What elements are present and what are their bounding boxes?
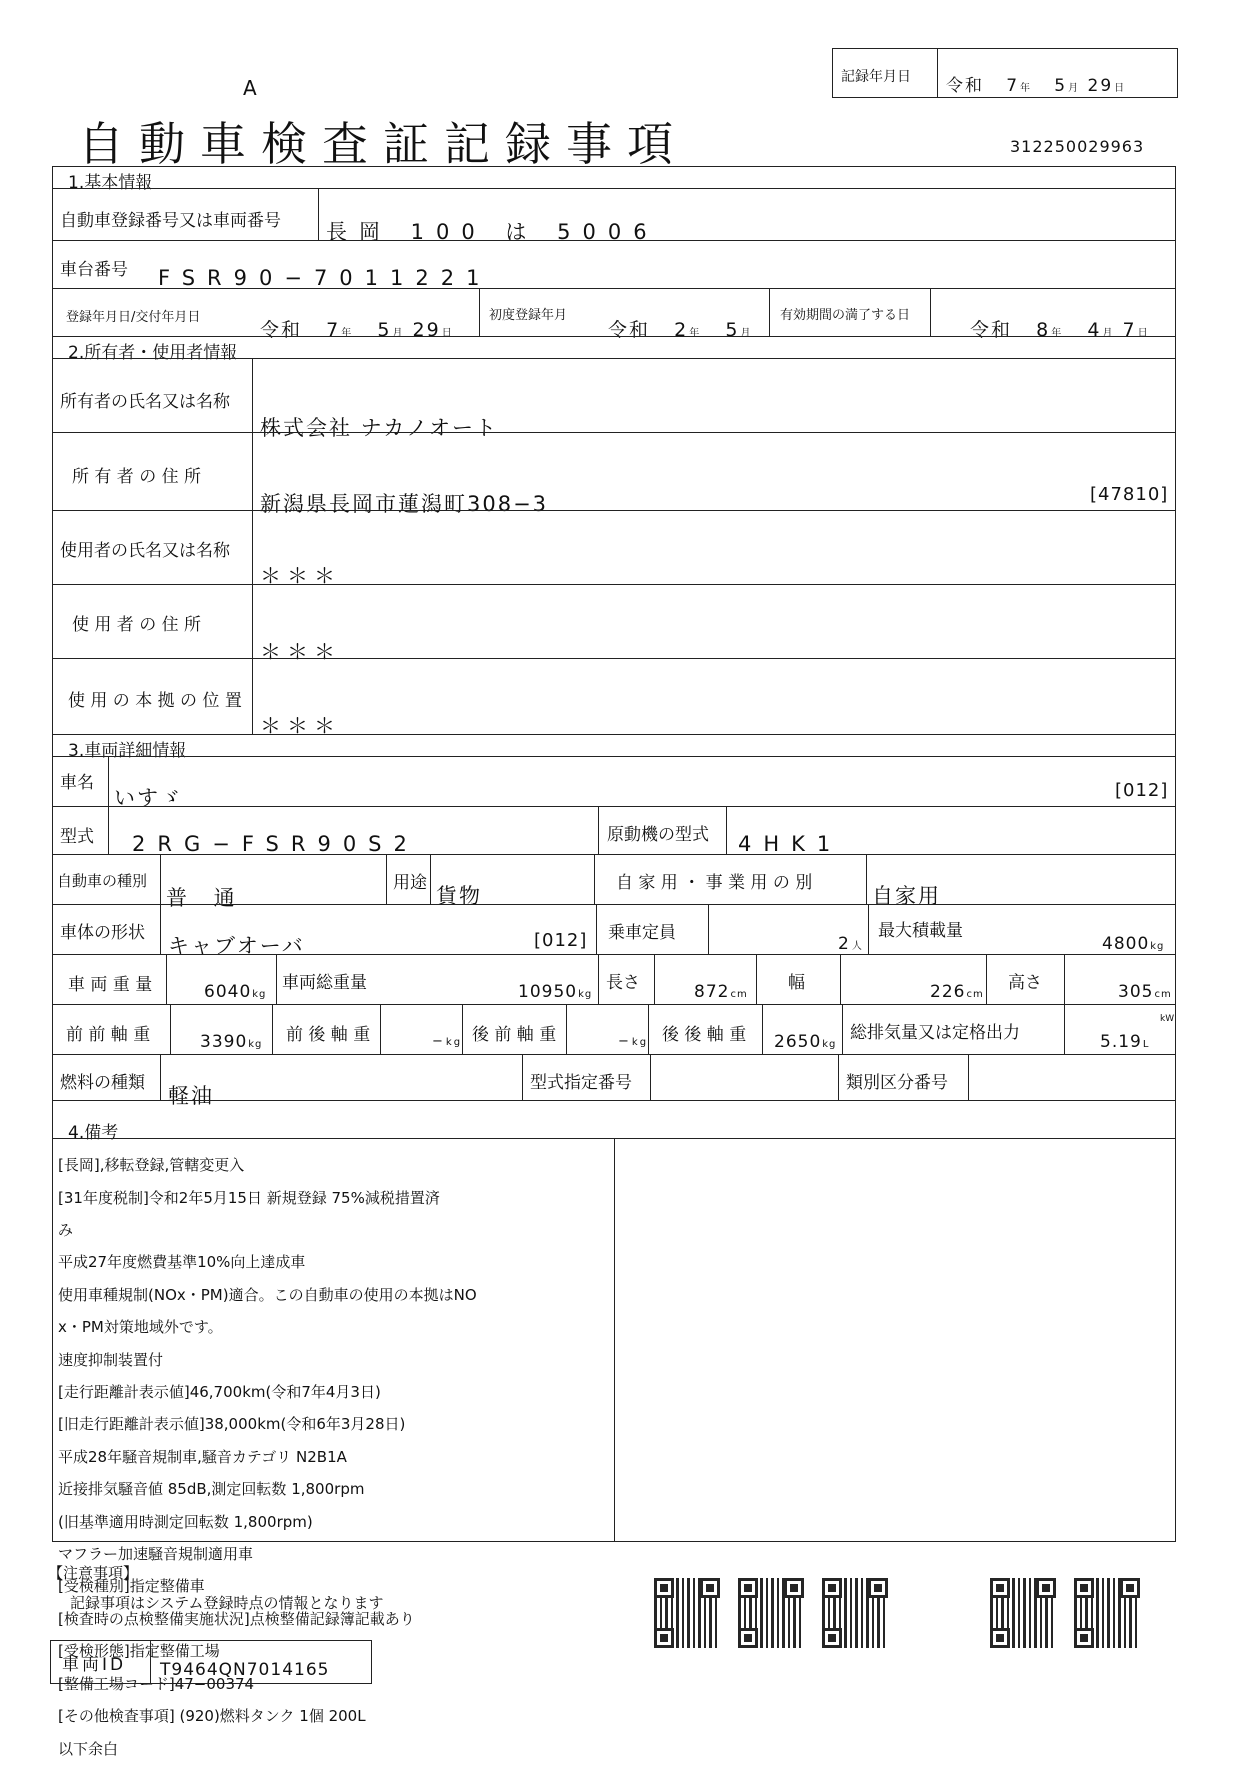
model-label: 型式 xyxy=(60,827,94,847)
body-shape-code: [012] xyxy=(534,930,588,951)
car-name: いすゞ xyxy=(114,786,183,810)
max-load-label: 最大積載量 xyxy=(878,921,963,941)
fuel-type: 軽油 xyxy=(168,1084,214,1108)
qr-code-1 xyxy=(654,1578,720,1648)
gross-weight: 10950kg xyxy=(518,982,593,1002)
owner-address-code: [47810] xyxy=(1090,484,1169,505)
user-address: ＊＊＊ xyxy=(260,640,341,664)
remark-line: マフラー加速騒音規制適用車 xyxy=(58,1545,254,1564)
remark-line: 平成28年騒音規制車,騒音カテゴリ N2B1A xyxy=(58,1447,347,1466)
body-shape: キャブオーバ xyxy=(168,934,305,958)
remark-line: 平成27年度燃費基準10%向上達成車 xyxy=(58,1253,306,1272)
car-name-label: 車名 xyxy=(60,773,94,793)
remark-line: 速度抑制装置付 xyxy=(58,1350,164,1369)
reg-date-label: 登録年月日/交付年月日 xyxy=(66,310,201,325)
owner-address-label: 所 有 者 の 住 所 xyxy=(72,467,202,487)
displacement: 5.19L xyxy=(1100,1032,1150,1052)
private-business: 自家用 xyxy=(872,884,941,908)
body-shape-label: 車体の形状 xyxy=(60,923,145,943)
user-address-label: 使 用 者 の 住 所 xyxy=(72,615,202,635)
section-remarks-title: 4.備考 xyxy=(68,1123,119,1143)
remark-line: [検査時の点検整備実施状況]点検整備記録簿記載あり xyxy=(58,1609,415,1628)
capacity: 2人 xyxy=(838,934,864,954)
remark-line: [その他検査事項] (920)燃料タンク 1個 200L xyxy=(58,1707,366,1726)
fuel-type-label: 燃料の種類 xyxy=(60,1073,145,1093)
model: 2RG−FSR90S2 xyxy=(132,832,419,856)
vehicle-id-label: 車両ID xyxy=(62,1655,127,1675)
corner-mark: A xyxy=(243,76,257,100)
class-number-label: 類別区分番号 xyxy=(846,1073,948,1093)
remark-line: み xyxy=(58,1221,74,1240)
engine-model: 4HK1 xyxy=(738,832,843,856)
expiry-date: 令和 8年 4月 7日 xyxy=(970,319,1150,341)
reg-number-label: 自動車登録番号又は車両番号 xyxy=(60,211,281,231)
remark-line: [31年度税制]令和2年5月15日 新規登録 75%減税措置済 xyxy=(58,1188,440,1207)
remark-line: (旧基準適用時測定回転数 1,800rpm) xyxy=(58,1512,313,1531)
expiry-label: 有効期間の満了する日 xyxy=(780,308,911,323)
owner-address: 新潟県長岡市蓮潟町308−3 xyxy=(260,492,549,516)
remark-line: [整備工場コード]47−00374 xyxy=(58,1674,255,1693)
record-date-label: 記録年月日 xyxy=(841,69,911,85)
engine-label: 原動機の型式 xyxy=(607,825,709,845)
first-reg-date: 令和 2年 5月 xyxy=(608,319,753,341)
displacement-label: 総排気量又は定格出力 xyxy=(850,1023,1020,1043)
remark-line: 近接排気騒音値 85dB,測定回転数 1,800rpm xyxy=(58,1480,365,1499)
fr-axle-label: 前 後 軸 重 xyxy=(286,1025,371,1045)
reg-date: 令和 7年 5月 29日 xyxy=(260,319,454,341)
qr-code-2 xyxy=(738,1578,804,1648)
remark-line: [走行距離計表示値]46,700km(令和7年4月3日) xyxy=(58,1383,381,1402)
ff-axle-label: 前 前 軸 重 xyxy=(66,1025,151,1045)
first-reg-label: 初度登録年月 xyxy=(489,308,568,323)
base-location: ＊＊＊ xyxy=(260,714,341,738)
qr-code-3 xyxy=(822,1578,888,1648)
displacement-kw-unit: kW xyxy=(1160,1014,1175,1024)
remark-line: 以下余白 xyxy=(58,1739,119,1758)
base-location-label: 使 用 の 本 拠 の 位 置 xyxy=(68,691,242,711)
user-name: ＊＊＊ xyxy=(260,564,341,588)
rf-axle-label: 後 前 軸 重 xyxy=(472,1025,557,1045)
section-owner-title: 2.所有者・使用者情報 xyxy=(68,343,238,363)
owner-name-label: 所有者の氏名又は名称 xyxy=(60,392,230,412)
notes-title: 【注意事項】 xyxy=(48,1564,139,1582)
qr-code-5 xyxy=(1074,1578,1140,1648)
gross-weight-label: 車両総重量 xyxy=(282,973,367,993)
reg-number: 長岡 100 は 5006 xyxy=(326,220,659,244)
rr-axle-label: 後 後 軸 重 xyxy=(662,1025,747,1045)
remark-line: x・PM対策地域外です。 xyxy=(58,1318,223,1337)
fr-axle-weight: −kg xyxy=(432,1034,463,1049)
height: 305cm xyxy=(1118,982,1172,1002)
notes-text: 記録事項はシステム登録時点の情報となります xyxy=(70,1594,384,1612)
vehicle-weight: 6040kg xyxy=(204,982,267,1002)
max-load: 4800kg xyxy=(1102,934,1165,954)
length-label: 長さ xyxy=(606,973,640,993)
chassis-label: 車台番号 xyxy=(60,260,128,280)
purpose-label: 用途 xyxy=(393,873,427,893)
qr-code-4 xyxy=(990,1578,1056,1648)
ff-axle-weight: 3390kg xyxy=(200,1032,263,1052)
vehicle-id: T9464QN7014165 xyxy=(160,1660,330,1680)
user-name-label: 使用者の氏名又は名称 xyxy=(60,541,230,561)
vehicle-weight-label: 車 両 重 量 xyxy=(68,975,153,995)
section-basic-title: 1.基本情報 xyxy=(68,173,153,193)
vehicle-kind-label: 自動車の種別 xyxy=(57,872,148,890)
owner-name: 株式会社 ナカノオート xyxy=(260,416,499,440)
length: 872cm xyxy=(694,982,748,1002)
remark-line: 使用車種規制(NOx・PM)適合。この自動車の使用の本拠はNO xyxy=(58,1285,477,1304)
doc-number: 312250029963 xyxy=(1010,137,1145,156)
width: 226cm xyxy=(930,982,984,1002)
rf-axle-weight: −kg xyxy=(618,1034,649,1049)
width-label: 幅 xyxy=(788,973,805,993)
page-title: 自動車検査証記録事項 xyxy=(78,117,688,171)
rr-axle-weight: 2650kg xyxy=(774,1032,837,1052)
remark-line: [受検形態]指定整備工場 xyxy=(58,1642,220,1661)
remark-line: [旧走行距離計表示値]38,000km(令和6年3月28日) xyxy=(58,1415,406,1434)
capacity-label: 乗車定員 xyxy=(608,923,676,943)
type-designation-label: 型式指定番号 xyxy=(530,1073,632,1093)
section-vehicle-title: 3.車両詳細情報 xyxy=(68,741,187,761)
chassis-number: FSR90−7011221 xyxy=(158,266,492,290)
vehicle-kind: 普 通 xyxy=(166,886,245,910)
remark-line: [長岡],移転登録,管轄変更入 xyxy=(58,1156,245,1175)
private-business-label: 自 家 用 ・ 事 業 用 の 別 xyxy=(616,873,813,893)
remark-line: [受検種別]指定整備車 xyxy=(58,1577,205,1596)
height-label: 高さ xyxy=(1008,973,1042,993)
purpose: 貨物 xyxy=(436,884,482,908)
car-name-code: [012] xyxy=(1115,780,1169,801)
record-date: 令和 7年 5月 29日 xyxy=(946,76,1127,96)
